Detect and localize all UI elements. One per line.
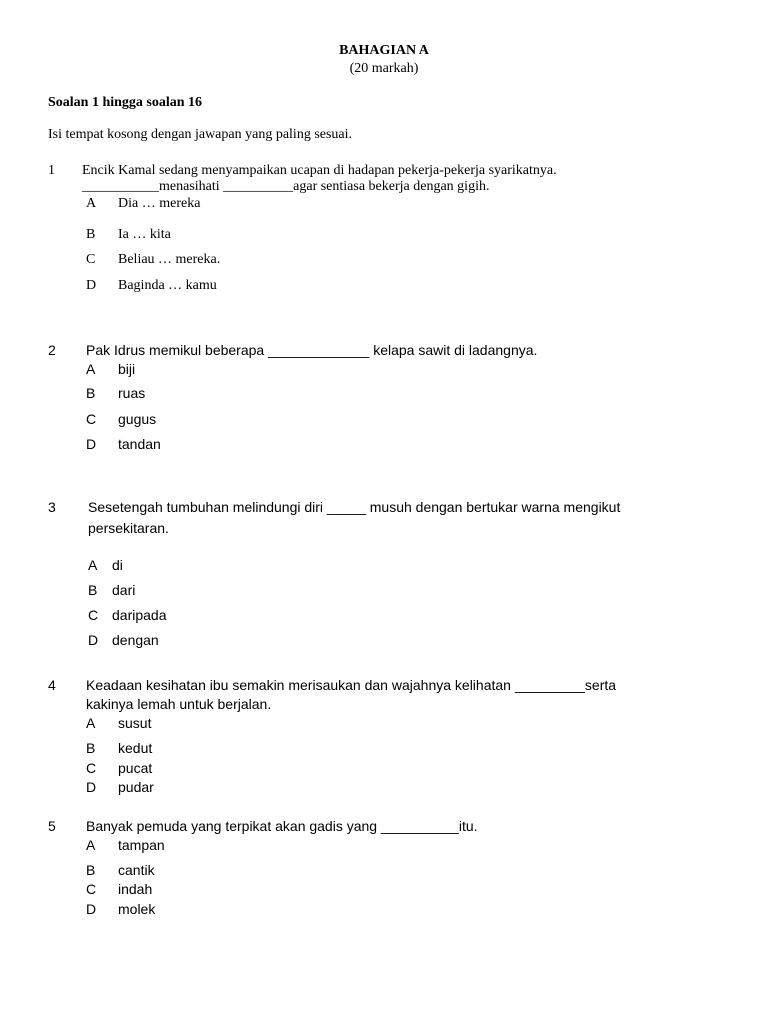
option-letter: A <box>86 837 96 853</box>
option-letter: A <box>86 361 96 377</box>
option-letter: C <box>88 607 99 623</box>
option-letter: C <box>86 252 96 267</box>
instruction-text: Isi tempat kosong dengan jawapan yang paling sesuai. <box>48 127 353 142</box>
option-letter: D <box>86 278 97 293</box>
option-letter: D <box>86 779 97 795</box>
question-number: 4 <box>48 677 56 693</box>
question-text-line-1: Pak Idrus memikul beberapa _____________ kelapa sawit di ladangnya. <box>86 342 538 358</box>
option-letter: B <box>86 385 96 401</box>
option-letter: A <box>86 715 96 731</box>
question-text-line-1: Encik Kamal sedang menyampaikan ucapan di hadapan pekerja-pekerja syarikatnya. <box>82 163 557 178</box>
option-text: molek <box>118 901 156 917</box>
option-text: gugus <box>118 411 157 427</box>
option-text: indah <box>118 881 153 897</box>
question-text-line-1: Banyak pemuda yang terpikat akan gadis yang __________itu. <box>86 818 478 834</box>
question-number: 5 <box>48 818 56 834</box>
option-letter: C <box>86 760 97 776</box>
option-text: Ia … kita <box>118 227 171 242</box>
option-text: di <box>112 557 123 573</box>
option-letter: C <box>86 411 97 427</box>
option-letter: C <box>86 881 97 897</box>
question-text-line-1: Sesetengah tumbuhan melindungi diri _____ musuh dengan bertukar warna mengikut <box>88 499 621 515</box>
option-text: biji <box>118 361 136 377</box>
option-text: pudar <box>118 779 154 795</box>
question-text-line-2: kakinya lemah untuk berjalan. <box>86 696 272 712</box>
question-text-line-2: persekitaran. <box>88 520 169 536</box>
option-text: cantik <box>118 862 155 878</box>
option-text: kedut <box>118 740 153 756</box>
question-range: Soalan 1 hingga soalan 16 <box>48 95 203 110</box>
option-text: susut <box>118 715 152 731</box>
question-number: 3 <box>48 499 56 515</box>
option-text: pucat <box>118 760 153 776</box>
option-text: tandan <box>118 436 161 452</box>
option-text: Beliau … mereka. <box>118 252 221 267</box>
question-number: 1 <box>48 163 55 178</box>
option-text: tampan <box>118 837 165 853</box>
option-letter: D <box>86 436 97 452</box>
option-letter: D <box>86 901 97 917</box>
option-text: Baginda … kamu <box>118 278 217 293</box>
option-text: dari <box>112 582 136 598</box>
section-title: BAHAGIAN A <box>339 43 429 58</box>
option-letter: B <box>86 740 96 756</box>
option-letter: B <box>86 227 96 242</box>
option-letter: A <box>86 196 97 211</box>
question-text-line-1: Keadaan kesihatan ibu semakin merisaukan dan wajahnya kelihatan _________serta <box>86 677 617 693</box>
option-text: daripada <box>112 607 167 623</box>
question-number: 2 <box>48 342 56 358</box>
option-letter: D <box>88 632 99 648</box>
option-letter: A <box>88 557 98 573</box>
option-letter: B <box>88 582 98 598</box>
option-text: Dia … mereka <box>118 196 201 211</box>
option-text: ruas <box>118 385 146 401</box>
option-letter: B <box>86 862 96 878</box>
option-text: dengan <box>112 632 159 648</box>
question-text-line-2: ___________menasihati __________agar sentiasa bekerja dengan gigih. <box>82 179 490 194</box>
section-marks: (20 markah) <box>349 61 419 76</box>
